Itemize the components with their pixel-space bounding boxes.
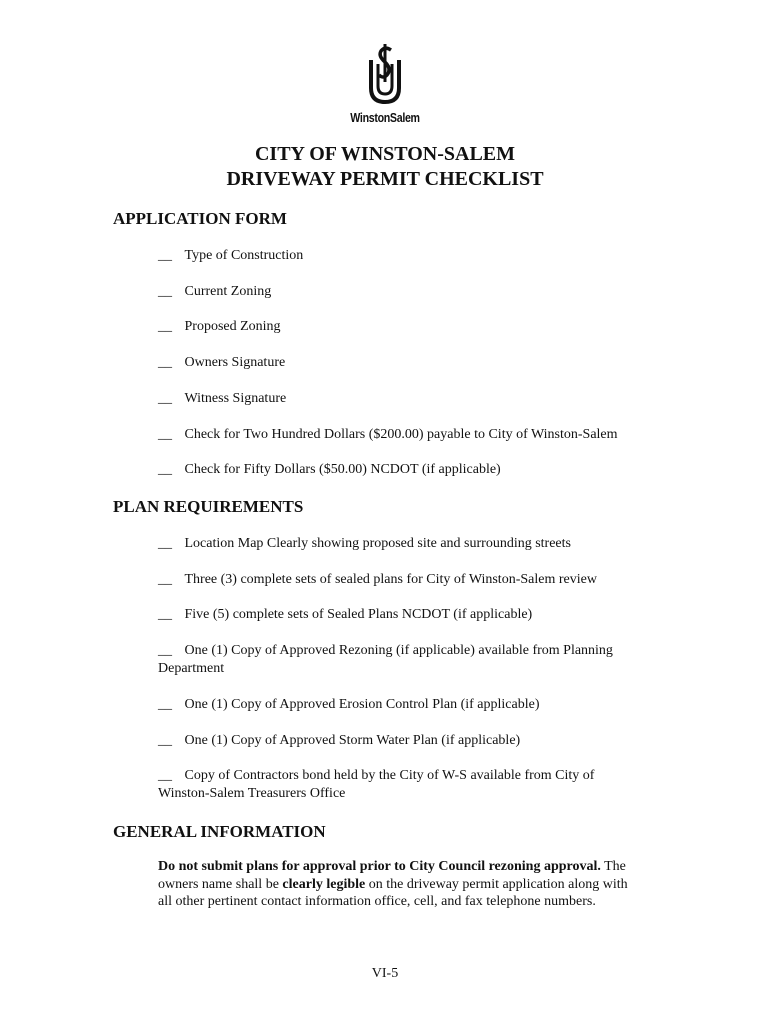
checklist-item xyxy=(158,696,658,714)
checkbox-blank[interactable] xyxy=(158,390,174,408)
section-heading-general-information: GENERAL INFORMATION xyxy=(113,822,326,841)
checkbox-blank[interactable] xyxy=(158,606,174,624)
checklist-item xyxy=(158,318,658,336)
checkbox-blank[interactable] xyxy=(158,732,174,750)
city-logo xyxy=(342,42,428,132)
winston-salem-emblem-icon xyxy=(365,42,405,110)
checkbox-blank[interactable] xyxy=(158,426,174,444)
checkbox-blank[interactable] xyxy=(158,318,174,336)
checklist-item-label: Current Zoning xyxy=(184,284,272,299)
checklist-item xyxy=(158,426,678,444)
checkbox-blank[interactable] xyxy=(158,571,174,589)
checklist-item xyxy=(158,247,658,265)
page-title-line-2: DRIVEWAY PERMIT CHECKLIST xyxy=(226,168,544,190)
checkbox-blank[interactable] xyxy=(158,283,174,301)
checklist-item-label: One (1) Copy of Approved Rezoning (if applicable) available from Planning Department xyxy=(158,643,613,676)
checkbox-blank[interactable] xyxy=(158,354,174,372)
checklist-item-label: Type of Construction xyxy=(184,248,304,263)
general-information-paragraph xyxy=(158,858,628,911)
checklist-item-label: Check for Fifty Dollars ($50.00) NCDOT (if applicable) xyxy=(184,462,501,477)
checkbox-blank[interactable] xyxy=(158,642,174,660)
page-number: VI-5 xyxy=(371,966,399,981)
checklist-item-label: Copy of Contractors bond held by the City of W-S available from City of Winston-Salem Treasurers Office xyxy=(158,768,595,801)
checklist-item xyxy=(158,354,658,372)
checkbox-blank[interactable] xyxy=(158,767,174,785)
clearly-legible-emphasis: clearly legible xyxy=(282,876,366,892)
checklist-item xyxy=(158,283,658,301)
checklist-item-label: Owners Signature xyxy=(184,355,286,370)
checkbox-blank[interactable] xyxy=(158,247,174,265)
logo-wordmark: WinstonSalem xyxy=(350,110,420,125)
owners-name-text-before: The owners name shall be xyxy=(158,859,626,892)
checklist-item xyxy=(158,732,658,750)
checklist-item xyxy=(158,571,658,589)
checklist-item xyxy=(158,606,658,624)
checkbox-blank[interactable] xyxy=(158,696,174,714)
checkbox-blank[interactable] xyxy=(158,535,174,553)
checkbox-blank[interactable] xyxy=(158,461,174,479)
page-title-line-1: CITY OF WINSTON-SALEM xyxy=(254,143,516,165)
section-heading-application-form: APPLICATION FORM xyxy=(113,209,287,228)
checklist-item-label: Witness Signature xyxy=(184,391,287,406)
checklist-item xyxy=(158,535,658,553)
checklist-item-label: One (1) Copy of Approved Erosion Control Plan (if applicable) xyxy=(184,697,540,712)
checklist-item-label: Five (5) complete sets of Sealed Plans NCDOT (if applicable) xyxy=(184,607,533,622)
checklist-item xyxy=(158,461,658,479)
checklist-item-label: Three (3) complete sets of sealed plans for City of Winston-Salem review xyxy=(184,572,597,587)
checklist-item-label: One (1) Copy of Approved Storm Water Plan (if applicable) xyxy=(184,733,521,748)
owners-name-text-after: on the driveway permit application along with all other pertinent contact information office, cell, and fax telephone numbers. xyxy=(158,876,628,909)
section-heading-plan-requirements: PLAN REQUIREMENTS xyxy=(113,497,304,516)
checklist-item-label: Location Map Clearly showing proposed site and surrounding streets xyxy=(184,536,571,551)
checklist-item-label: Check for Two Hundred Dollars ($200.00) payable to City of Winston-Salem xyxy=(184,427,618,442)
checklist-item-label: Proposed Zoning xyxy=(184,319,281,334)
checklist-item xyxy=(158,390,658,408)
checklist-item xyxy=(158,767,638,803)
rezoning-warning: Do not submit plans for approval prior to City Council rezoning approval. xyxy=(158,859,601,874)
checklist-item xyxy=(158,642,658,678)
